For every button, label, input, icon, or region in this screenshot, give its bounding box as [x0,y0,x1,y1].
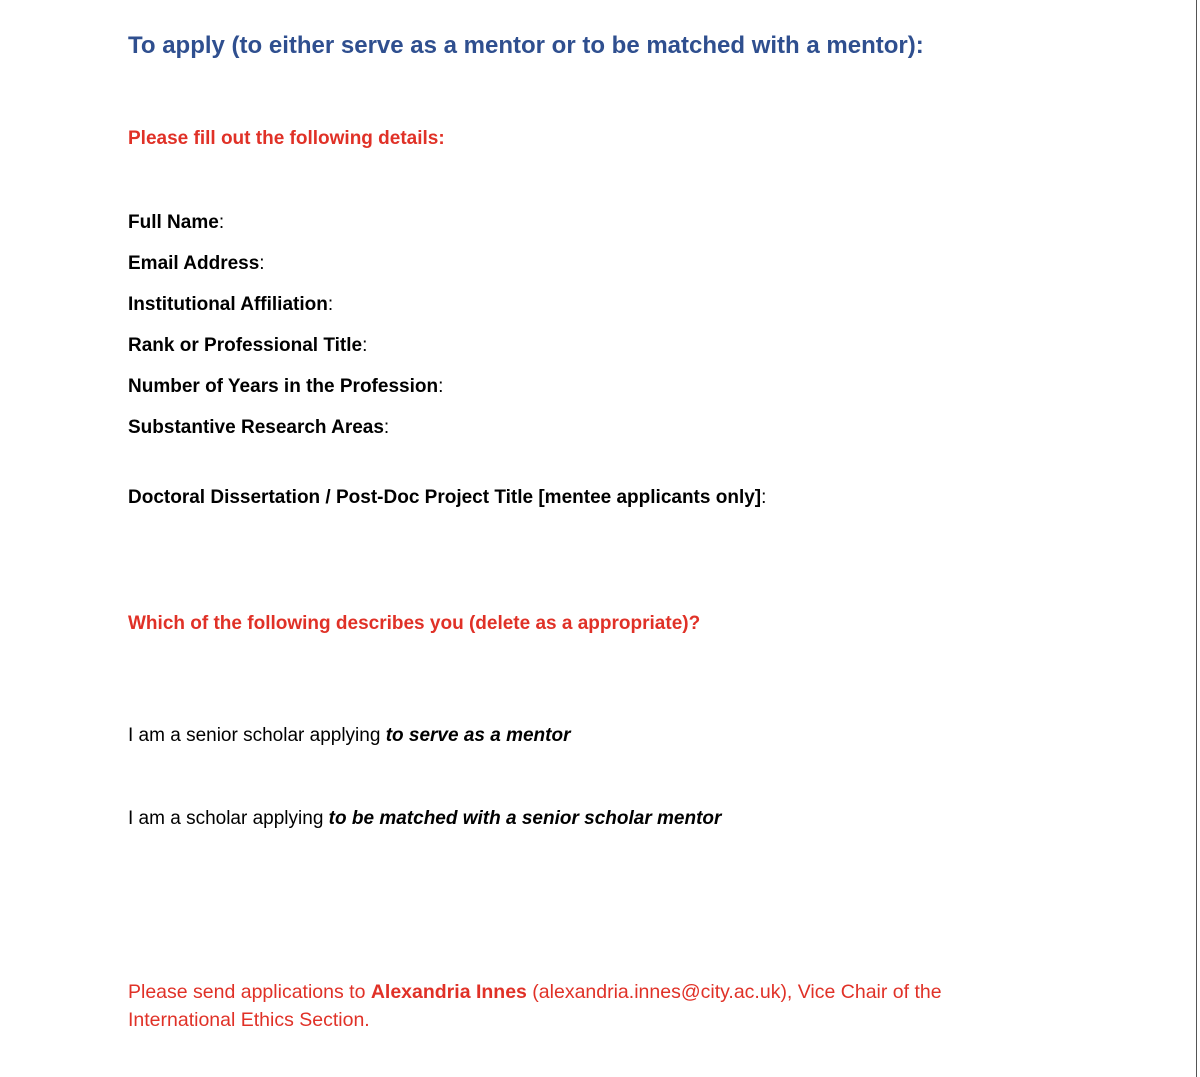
field-colon: : [327,294,334,315]
submission-note [128,978,1028,1034]
footer-before: Please send applications to [128,981,371,1003]
footer-after: (alexandria.innes@city.ac.uk), Vice Chair of the International Ethics Section. [128,981,942,1031]
page-title: To apply (to either serve as a mentor or to be matched with a mentor): [128,32,924,59]
option-emphasis: to be matched with a senior scholar mentor [328,808,722,829]
field-colon: : [438,376,444,397]
details-prompt: Please fill out the following details: [128,128,445,149]
field-label: Substantive Research Areas [128,417,384,438]
field-colon: : [383,417,390,438]
field-label: Full Name [128,212,219,233]
field-institutional-affiliation [128,294,333,316]
field-full-name [128,212,224,234]
field-colon: : [362,335,368,356]
field-colon: : [259,253,265,274]
field-email-address [128,253,265,275]
field-colon: : [218,212,225,233]
contact-name: Alexandria Innes [370,981,527,1003]
field-label: Email Address [128,253,260,274]
field-research-areas [128,417,389,439]
field-label: Rank or Professional Title [128,335,363,356]
field-dissertation-title [128,487,766,509]
field-years-in-profession [128,376,443,398]
page-edge-divider [1196,0,1197,1077]
field-rank-title [128,335,367,357]
field-colon: : [761,487,767,508]
option-serve-as-mentor [128,725,571,747]
option-prefix: I am a senior scholar applying [128,725,386,746]
option-prefix: I am a scholar applying [128,808,329,829]
role-prompt: Which of the following describes you (delete as a appropriate)? [128,613,701,634]
option-emphasis: to serve as a mentor [385,725,571,746]
field-label: Number of Years in the Profession [128,376,439,397]
field-label: Doctoral Dissertation / Post-Doc Project Title [mentee applicants only] [128,487,762,508]
option-be-matched [128,808,721,830]
field-label: Institutional Affiliation [128,294,328,315]
